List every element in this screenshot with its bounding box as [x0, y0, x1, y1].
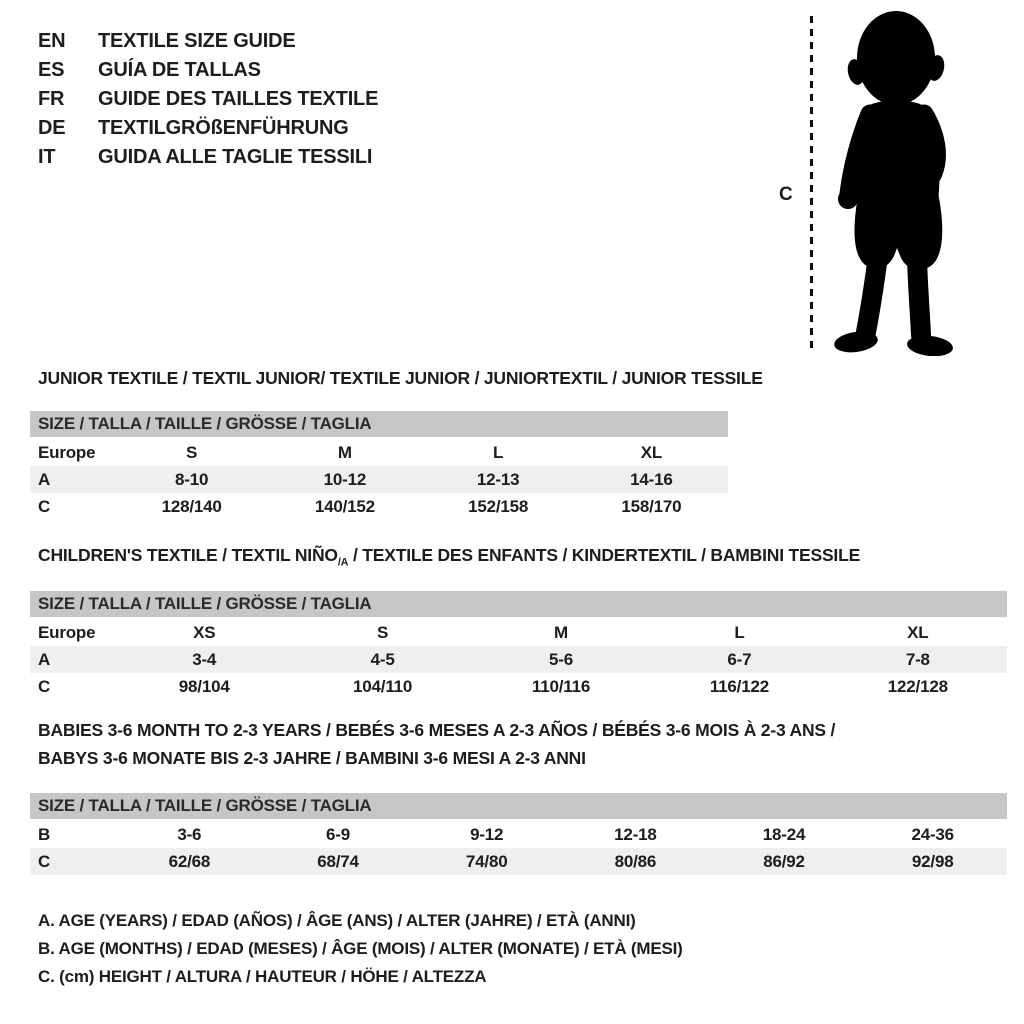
baby-silhouette-icon [822, 6, 974, 356]
junior-size-table [30, 411, 728, 520]
babies-title-line2: BABYS 3-6 MONATE BIS 2-3 JAHRE / BAMBINI 3-6 MESI A 2-3 ANNI [38, 748, 586, 768]
height-cell: 158/170 [621, 496, 682, 516]
age-cell: 6-9 [326, 824, 350, 844]
height-cell: 152/158 [468, 496, 529, 516]
row-label: Europe [38, 442, 96, 462]
row-label: C [38, 676, 51, 696]
height-cell: 128/140 [161, 496, 222, 516]
table-row [30, 821, 1007, 848]
table-row [30, 439, 728, 466]
height-cell: 80/86 [614, 851, 657, 871]
babies-section-title [38, 716, 835, 772]
footnote-b: B. AGE (MONTHS) / EDAD (MESES) / ÂGE (MOIS) / ALTER (MONATE) / ETÀ (MESI) [38, 939, 683, 958]
language-row-en [38, 27, 378, 56]
language-code: EN [38, 30, 66, 52]
size-cell: M [337, 442, 352, 462]
age-cell: 9-12 [470, 824, 504, 844]
children-size-table [30, 591, 1007, 700]
table-row [30, 493, 728, 520]
junior-section-title: JUNIOR TEXTILE / TEXTIL JUNIOR/ TEXTILE JUNIOR / JUNIORTEXTIL / JUNIOR TESSILE [38, 368, 763, 388]
height-cell: 62/68 [168, 851, 211, 871]
age-cell: 3-4 [192, 649, 217, 669]
row-label: A [38, 469, 51, 489]
language-title: GUIDA ALLE TAGLIE TESSILI [98, 146, 373, 168]
height-cell: 74/80 [465, 851, 508, 871]
language-title: TEXTILGRÖßENFÜHRUNG [98, 117, 349, 139]
age-cell: 3-6 [177, 824, 202, 844]
age-cell: 12-13 [476, 469, 520, 489]
language-code: ES [38, 59, 65, 81]
babies-size-table [30, 793, 1007, 875]
age-cell: 24-36 [911, 824, 954, 844]
language-row-de [38, 114, 378, 143]
footnote-a: A. AGE (YEARS) / EDAD (AÑOS) / ÂGE (ANS) / ALTER (JAHRE) / ETÀ (ANNI) [38, 911, 636, 930]
height-cell: 92/98 [911, 851, 954, 871]
table-row [30, 848, 1007, 875]
height-cell: 86/92 [763, 851, 805, 871]
language-row-fr [38, 85, 378, 114]
language-code: IT [38, 146, 56, 168]
junior-table-header-bar: SIZE / TALLA / TAILLE / GRÖSSE / TAGLIA [30, 411, 728, 437]
language-row-it [38, 143, 378, 172]
children-title-part2: / TEXTILE DES ENFANTS / KINDERTEXTIL / BAMBINI TESSILE [348, 545, 861, 565]
table-row [30, 673, 1007, 700]
babies-title-line1: BABIES 3-6 MONTH TO 2-3 YEARS / BEBÉS 3-6 MESES A 2-3 AÑOS / BÉBÉS 3-6 MOIS À 2-3 ANS / [38, 720, 836, 740]
children-title-part1: CHILDREN'S TEXTILE / TEXTIL NIÑO [38, 545, 338, 565]
size-cell: L [493, 442, 504, 462]
table-row [30, 466, 728, 493]
age-cell: 5-6 [549, 649, 573, 669]
row-label: Europe [38, 622, 96, 642]
language-row-es [38, 56, 378, 85]
children-title-subscript: /A [337, 556, 349, 569]
age-cell: 4-5 [370, 649, 395, 669]
height-cell: 68/74 [317, 851, 359, 871]
language-title: TEXTILE SIZE GUIDE [98, 30, 296, 52]
age-cell: 7-8 [905, 649, 930, 669]
size-cell: S [377, 622, 389, 642]
footnote-c: C. (cm) HEIGHT / ALTURA / HAUTEUR / HÖHE / ALTEZZA [38, 967, 487, 986]
height-cell: 122/128 [887, 676, 948, 696]
row-label: B [38, 824, 51, 844]
height-cell: 116/122 [709, 676, 769, 696]
age-cell: 12-18 [614, 824, 657, 844]
size-cell: L [734, 622, 745, 642]
size-cell: XS [193, 622, 216, 642]
table-row [30, 619, 1007, 646]
language-code: FR [38, 88, 65, 110]
row-label: C [38, 496, 51, 516]
children-table-header-bar: SIZE / TALLA / TAILLE / GRÖSSE / TAGLIA [30, 591, 1007, 617]
height-marker-label: C [779, 184, 793, 205]
height-dotted-line [810, 16, 813, 354]
babies-table-header-bar: SIZE / TALLA / TAILLE / GRÖSSE / TAGLIA [30, 793, 1007, 819]
size-cell: S [186, 442, 198, 462]
legend-footnotes [38, 907, 683, 991]
height-cell: 104/110 [353, 676, 413, 696]
age-cell: 10-12 [323, 469, 367, 489]
language-title: GUÍA DE TALLAS [98, 59, 261, 81]
row-label: C [38, 851, 51, 871]
table-row [30, 646, 1007, 673]
height-cell: 98/104 [178, 676, 230, 696]
size-cell: XL [907, 622, 929, 642]
height-cell: 110/116 [531, 676, 591, 696]
language-list [38, 27, 378, 172]
age-cell: 8-10 [175, 469, 209, 489]
size-cell: XL [640, 442, 663, 462]
height-cell: 140/152 [314, 496, 375, 516]
size-cell: M [554, 622, 568, 642]
age-cell: 14-16 [630, 469, 673, 489]
children-section-title [38, 545, 860, 569]
language-title: GUIDE DES TAILLES TEXTILE [98, 88, 379, 110]
language-code: DE [38, 117, 66, 139]
row-label: A [38, 649, 51, 669]
age-cell: 6-7 [727, 649, 752, 669]
age-cell: 18-24 [762, 824, 806, 844]
